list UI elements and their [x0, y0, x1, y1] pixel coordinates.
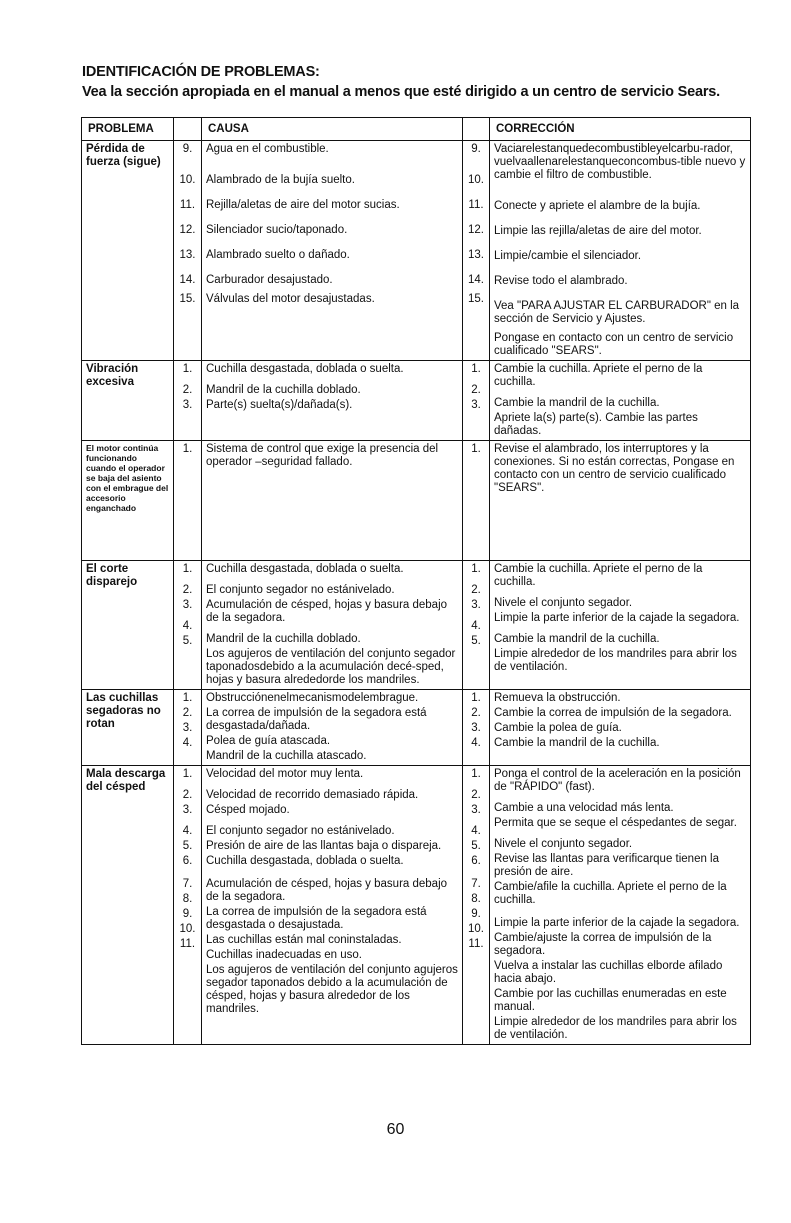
fix-text: Limpie la parte inferior de la cajade la segadora. [494, 917, 740, 929]
fix-text: Limpie alrededor de los mandriles para abrir los de ventilación. [494, 1016, 737, 1041]
cause-text: Los agujeros de ventilación del conjunto agujeros segador taponados debido a la acumulación de césped, hojas y basura alrededor de los mandriles. [206, 964, 458, 1015]
cause-number-cell [174, 690, 202, 766]
fix-number: 2. [471, 384, 481, 396]
fix-text: Cambie/afile la cuchilla. Apriete el perno de la cuchilla. [494, 881, 727, 906]
fix-number: 1. [471, 443, 481, 455]
fix-number: 9. [471, 143, 481, 155]
cause-text: Presión de aire de las llantas baja o dispareja. [206, 840, 442, 852]
cause-text: Alambrado suelto o dañado. [206, 249, 350, 261]
cause-number: 6. [182, 855, 193, 867]
cause-text: Alambrado de la bujía suelto. [206, 174, 355, 186]
fix-number-cell [463, 141, 490, 361]
fix-number: 2. [471, 584, 481, 596]
cause-number: 11. [179, 938, 196, 950]
header-correccion: CORRECCIÓN [490, 118, 751, 141]
cause-text: Rejilla/aletas de aire del motor sucias. [206, 199, 400, 211]
cause-number: 3. [182, 722, 193, 734]
cause-text: Césped mojado. [206, 804, 290, 816]
page-title: IDENTIFICACIÓN DE PROBLEMAS: [82, 64, 320, 80]
problem-cell: El motor continúa funcionando cuando el operador se baja del asiento con el embrague del accesorio enganchado [82, 441, 174, 561]
fix-number: 15. [468, 293, 484, 305]
problem-cell: El corte disparejo [82, 561, 174, 690]
fix-text: Conecte y apriete el alambre de la bujía. [494, 200, 701, 212]
cause-text: El conjunto segador no estánivelado. [206, 584, 395, 596]
fix-number: 3. [471, 722, 481, 734]
fix-number: 7. [471, 878, 481, 890]
fix-text: Cambie/ajuste la correa de impulsión de la segadora. [494, 932, 712, 957]
fix-cell [490, 141, 751, 361]
page-subtitle: Vea la sección apropiada en el manual a menos que esté dirigido a un centro de servicio Sears. [82, 84, 720, 100]
cause-number: 4. [182, 620, 193, 632]
fix-text: Revise las llantas para verificarque tienen la presión de aire. [494, 853, 720, 878]
cause-text: Obstrucciónenelmecanismodelembrague. [206, 692, 419, 704]
fix-number: 1. [471, 563, 481, 575]
fix-number: 4. [471, 737, 481, 749]
fix-text: Vea "PARA AJUSTAR EL CARBURADOR" en la sección de Servicio y Ajustes. [494, 300, 740, 325]
header-blank [174, 118, 202, 141]
fix-number: 1. [471, 768, 481, 780]
fix-text: Vaciarelestanquedecombustibleyelcarbu-rador, vuelvaallenarelestanqueconcombus-tible nuevo y cambie el filtro de combustible. [494, 143, 746, 181]
cause-text: La correa de impulsión de la segadora está desgastada/dañada. [206, 707, 427, 732]
header-problema: PROBLEMA [82, 118, 174, 141]
fix-number: 10. [468, 174, 484, 186]
fix-text: Remueva la obstrucción. [494, 692, 621, 704]
cause-text: Mandril de la cuchilla atascado. [206, 750, 367, 762]
fix-number-cell [463, 690, 490, 766]
fix-number-cell [463, 361, 490, 441]
cause-text: El conjunto segador no estánivelado. [206, 825, 395, 837]
cause-text: Mandril de la cuchilla doblado. [206, 384, 361, 396]
cause-text: Mandril de la cuchilla doblado. [206, 633, 361, 645]
cause-text: Acumulación de césped, hojas y basura debajo de la segadora. [206, 599, 448, 624]
cause-text: Parte(s) suelta(s)/dañada(s). [206, 399, 353, 411]
fix-number: 4. [471, 825, 481, 837]
cause-number: 8. [182, 893, 193, 905]
problem-row [82, 766, 751, 1045]
cause-number-cell [174, 141, 202, 361]
cause-number: 2. [182, 384, 193, 396]
cause-text: Velocidad del motor muy lenta. [206, 768, 364, 780]
cause-number: 9. [182, 143, 193, 155]
fix-text: Cambie la cuchilla. Apriete el perno de la cuchilla. [494, 363, 703, 388]
cause-number: 1. [182, 768, 193, 780]
fix-number-cell [463, 561, 490, 690]
cause-number-cell [174, 766, 202, 1045]
fix-number: 14. [468, 274, 484, 286]
fix-number: 6. [471, 855, 481, 867]
fix-text: Cambie a una velocidad más lenta. [494, 802, 674, 814]
cause-number: 3. [182, 804, 193, 816]
cause-number: 2. [182, 789, 193, 801]
cause-text: Los agujeros de ventilación del conjunto segador taponadosdebido a la acumulación decé-sped, hojas y basura alrededorde los mandriles. [206, 648, 456, 686]
fix-text: Limpie las rejilla/aletas de aire del motor. [494, 225, 702, 237]
cause-number-cell [174, 561, 202, 690]
fix-text: Ponga el control de la aceleración en la posición de "RÁPIDO" (fast). [494, 768, 741, 793]
problem-cell: Vibración excesiva [82, 361, 174, 441]
fix-text: Pongase en contacto con un centro de servicio cualificado "SEARS". [494, 332, 734, 357]
fix-number: 3. [471, 599, 481, 611]
fix-number: 13. [468, 249, 484, 261]
fix-text: Apriete la(s) parte(s). Cambie las partes dañadas. [494, 412, 698, 437]
cause-text: Cuchilla desgastada, doblada o suelta. [206, 563, 404, 575]
fix-number: 9. [471, 908, 481, 920]
cause-cell [202, 361, 463, 441]
fix-cell [490, 361, 751, 441]
cause-text: Cuchilla desgastada, doblada o suelta. [206, 363, 404, 375]
cause-text: Polea de guía atascada. [206, 735, 331, 747]
fix-text: Cambie la mandril de la cuchilla. [494, 633, 660, 645]
cause-cell [202, 441, 463, 561]
cause-number-cell [174, 441, 202, 561]
header-blank [463, 118, 490, 141]
fix-text: Limpie alrededor de los mandriles para abrir los de ventilación. [494, 648, 737, 673]
cause-number: 1. [182, 443, 193, 455]
cause-number: 3. [182, 599, 193, 611]
cause-number: 2. [182, 707, 193, 719]
cause-text: Cuchillas inadecuadas en uso. [206, 949, 362, 961]
fix-number-cell [463, 441, 490, 561]
cause-text: Carburador desajustado. [206, 274, 333, 286]
cause-number: 7. [182, 878, 193, 890]
cause-text: Válvulas del motor desajustadas. [206, 293, 375, 305]
fix-text: Cambie por las cuchillas enumeradas en este manual. [494, 988, 727, 1013]
fix-number: 1. [471, 363, 481, 375]
problem-row [82, 141, 751, 361]
fix-text: Cambie la cuchilla. Apriete el perno de la cuchilla. [494, 563, 703, 588]
cause-text: Las cuchillas están mal coninstaladas. [206, 934, 402, 946]
cause-number: 12. [179, 224, 196, 236]
cause-number: 4. [182, 737, 193, 749]
problem-cell: Las cuchillas segadoras no rotan [82, 690, 174, 766]
fix-number: 3. [471, 399, 481, 411]
fix-number: 3. [471, 804, 481, 816]
header-causa: CAUSA [202, 118, 463, 141]
fix-text: Limpie la parte inferior de la cajade la segadora. [494, 612, 740, 624]
fix-cell [490, 561, 751, 690]
fix-text: Revise todo el alambrado. [494, 275, 628, 287]
fix-number: 11. [468, 938, 484, 950]
cause-number: 4. [182, 825, 193, 837]
cause-number: 15. [179, 293, 196, 305]
problem-row [82, 441, 751, 561]
cause-number: 9. [182, 908, 193, 920]
fix-number-cell [463, 766, 490, 1045]
fix-number: 10. [468, 923, 484, 935]
fix-number: 4. [471, 620, 481, 632]
cause-number: 10. [179, 174, 196, 186]
fix-number: 8. [471, 893, 481, 905]
header-row [82, 118, 751, 141]
cause-number: 3. [182, 399, 193, 411]
fix-text: Nivele el conjunto segador. [494, 597, 633, 609]
fix-cell [490, 766, 751, 1045]
fix-text: Limpie/cambie el silenciador. [494, 250, 642, 262]
cause-number: 5. [182, 635, 193, 647]
fix-number: 2. [471, 789, 481, 801]
cause-number: 10. [179, 923, 196, 935]
page-number: 60 [386, 1121, 405, 1138]
troubleshooting-table [81, 117, 751, 1045]
cause-number: 1. [182, 363, 193, 375]
cause-cell [202, 141, 463, 361]
problem-row [82, 561, 751, 690]
fix-number: 5. [471, 840, 481, 852]
problem-row [82, 690, 751, 766]
cause-text: Acumulación de césped, hojas y basura debajo de la segadora. [206, 878, 448, 903]
fix-cell [490, 441, 751, 561]
cause-text: Velocidad de recorrido demasiado rápida. [206, 789, 419, 801]
fix-text: Cambie la mandril de la cuchilla. [494, 737, 660, 749]
fix-text: Nivele el conjunto segador. [494, 838, 633, 850]
cause-number-cell [174, 361, 202, 441]
cause-number: 5. [182, 840, 193, 852]
cause-number: 2. [182, 584, 193, 596]
cause-number: 1. [182, 563, 193, 575]
cause-text: Silenciador sucio/taponado. [206, 224, 348, 236]
cause-text: La correa de impulsión de la segadora está desgastada o desajustada. [206, 906, 427, 931]
problem-cell: Mala descarga del césped [82, 766, 174, 1045]
cause-number: 13. [179, 249, 196, 261]
problem-row [82, 361, 751, 441]
fix-cell [490, 690, 751, 766]
cause-text: Cuchilla desgastada, doblada o suelta. [206, 855, 404, 867]
fix-number: 12. [468, 224, 484, 236]
fix-text: Cambie la correa de impulsión de la segadora. [494, 707, 732, 719]
cause-text: Agua en el combustible. [206, 143, 329, 155]
fix-text: Cambie la mandril de la cuchilla. [494, 397, 660, 409]
cause-number: 11. [179, 199, 196, 211]
cause-number: 1. [182, 692, 193, 704]
fix-number: 1. [471, 692, 481, 704]
cause-number: 14. [179, 274, 196, 286]
problem-cell: Pérdida de fuerza (sigue) [82, 141, 174, 361]
cause-cell [202, 561, 463, 690]
fix-number: 11. [468, 199, 484, 211]
cause-text: Sistema de control que exige la presencia del operador –seguridad fallado. [206, 443, 439, 468]
fix-text: Vuelva a instalar las cuchillas elborde afilado hacia abajo. [494, 960, 723, 985]
fix-text: Revise el alambrado, los interruptores y la conexiones. Si no están correctas, Pongase en contacto con un centro de servicio cualificado "SEARS". [494, 443, 735, 494]
cause-cell [202, 766, 463, 1045]
fix-text: Permita que se seque el céspedantes de segar. [494, 817, 737, 829]
cause-cell [202, 690, 463, 766]
fix-number: 2. [471, 707, 481, 719]
fix-number: 5. [471, 635, 481, 647]
fix-text: Cambie la polea de guía. [494, 722, 622, 734]
